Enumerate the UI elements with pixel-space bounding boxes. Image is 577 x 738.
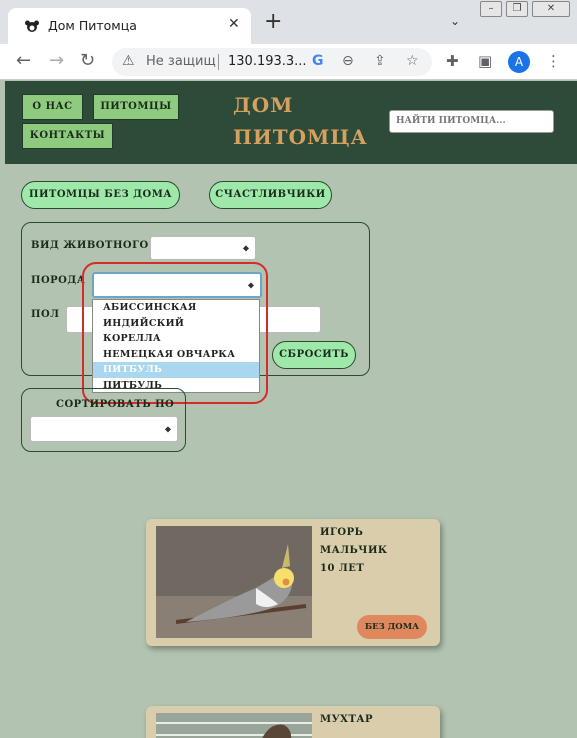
breed-options-list[interactable] [92,299,260,393]
select-arrows-icon: ◆ [242,243,249,253]
back-arrow-icon[interactable]: ← [16,50,32,71]
pet-name: ИГОРЬ [320,527,364,538]
nav-pets-button[interactable]: ПИТОМЦЫ [93,94,179,120]
breed-option[interactable]: ПИТБУЛЬ [103,379,163,391]
google-lens-icon[interactable]: G [312,53,324,69]
sort-panel [21,388,186,452]
nav-contacts-button[interactable]: КОНТАКТЫ [22,123,113,149]
close-window-button[interactable]: ✕ [532,1,570,17]
status-badge[interactable]: БЕЗ ДОМА [357,615,427,639]
tab-close-icon[interactable]: ✕ [228,16,240,32]
menu-kebab-icon[interactable]: ⋮ [546,52,561,70]
warning-icon[interactable]: ⚠ [122,53,135,69]
share-icon[interactable]: ⇪ [374,53,386,69]
animal-type-select[interactable] [150,236,256,260]
logo-line-2: ПИТОМЦА [233,125,368,149]
pet-card[interactable] [146,706,440,738]
side-panel-icon[interactable]: ▣ [478,52,493,70]
new-tab-icon[interactable]: + [264,9,283,34]
bookmark-star-icon[interactable]: ☆ [406,53,419,69]
select-arrows-icon: ◆ [164,424,171,434]
pet-photo-dog[interactable] [156,713,312,738]
browser-toolbar [0,44,577,80]
forward-arrow-icon[interactable]: → [49,50,65,71]
sex-label: ПОЛ [31,309,60,320]
maximize-button[interactable]: ❐ [506,1,528,17]
url-text[interactable]: 130.193.3... [228,54,307,69]
zoom-icon[interactable]: ⊖ [342,53,354,69]
insecure-label[interactable]: Не защищ [146,54,216,69]
dog-favicon-icon [24,18,40,34]
animal-type-label: ВИД ЖИВОТНОГО [31,240,149,251]
search-input[interactable]: НАЙТИ ПИТОМЦА... [389,110,554,133]
homeless-pets-button[interactable]: ПИТОМЦЫ БЕЗ ДОМА [21,181,180,209]
pet-card[interactable] [146,519,440,646]
select-arrows-icon: ◆ [247,280,254,290]
pet-info [320,711,373,729]
logo-line-1: ДОМ [233,93,294,117]
pet-age: 10 ЛЕТ [320,563,365,574]
site-logo[interactable] [233,89,368,153]
browser-tab[interactable] [8,8,251,44]
tab-title: Дом Питомца [48,18,137,33]
pet-info [320,524,387,578]
breed-option-highlighted[interactable]: ПИТБУЛЬ [93,362,259,378]
browser-tab-strip [0,0,577,44]
tab-search-icon[interactable]: ⌄ [450,14,461,28]
dog-image [156,713,312,738]
address-bar[interactable] [112,48,432,76]
lucky-pets-button[interactable]: СЧАСТЛИВЧИКИ [209,181,332,209]
reset-button[interactable]: СБРОСИТЬ [272,341,356,369]
minimize-button[interactable]: – [480,1,502,17]
breed-select[interactable] [92,272,262,298]
cockatiel-image [156,526,312,638]
breed-option[interactable]: НЕМЕЦКАЯ ОВЧАРКА [103,348,236,360]
profile-avatar[interactable]: A [508,51,530,73]
site-header [5,81,577,164]
pet-photo-cockatiel[interactable] [156,526,312,638]
breed-label: ПОРОДА [31,275,86,286]
pet-name: МУХТАР [320,714,374,725]
sort-label: СОРТИРОВАТЬ ПО [56,399,175,410]
sort-select[interactable] [30,416,178,442]
omnibox-separator [218,54,219,70]
window-controls [478,0,574,20]
breed-option[interactable]: КОРЕЛЛА [103,333,161,344]
nav-about-button[interactable]: О НАС [22,94,83,120]
reload-icon[interactable]: ↻ [80,50,96,71]
breed-option[interactable]: АБИССИНСКАЯ [103,302,197,313]
pet-sex: МАЛЬЧИК [320,545,388,556]
extensions-puzzle-icon[interactable]: ✚ [446,52,459,70]
breed-option[interactable]: ИНДИЙСКИЙ [103,317,185,329]
